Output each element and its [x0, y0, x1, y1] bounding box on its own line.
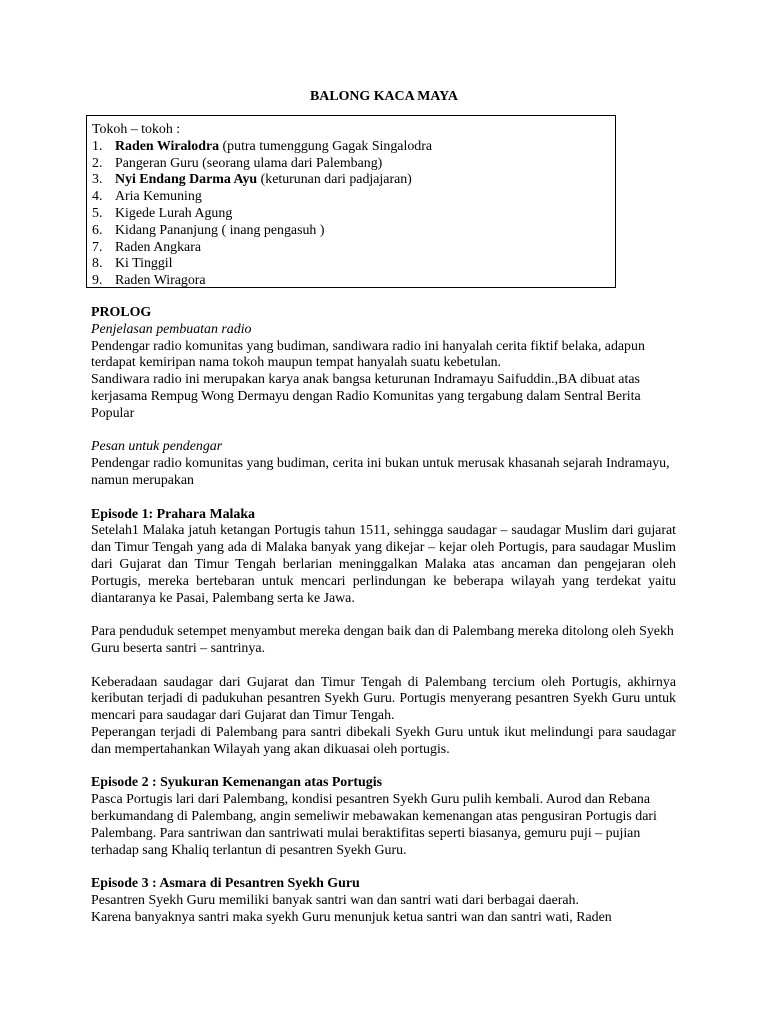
paragraph: Keberadaan saudagar dari Gujarat dan Timur Tengah di Palembang tercium oleh Portugis, akhirnya keributan terjadi di padukuhan pesantren Syekh Guru. Portugis menyerang pesantren Syekh Guru untuk mencari para saudagar dari Gujarat dan Timur Tengah. — [91, 674, 676, 724]
paragraph: Karena banyaknya santri maka syekh Guru menunjuk ketua santri wan dan santri wati, Raden — [91, 909, 612, 925]
cast-item: 2. Pangeran Guru (seorang ulama dari Palembang) — [92, 155, 383, 171]
cast-heading: Tokoh – tokoh : — [92, 122, 181, 137]
cast-item: 8. Ki Tinggil — [92, 256, 173, 272]
paragraph: Para penduduk setempet menyambut mereka dengan baik dan di Palembang mereka ditolong oleh Syekh Guru beserta santri – santrinya. — [91, 624, 674, 656]
episode-heading: Episode 2 : Syukuran Kemenangan atas Portugis — [91, 775, 382, 791]
cast-item: 7. Raden Angkara — [92, 239, 202, 255]
cast-item: 3. Nyi Endang Darma Ayu (keturunan dari padjajaran) — [92, 172, 412, 188]
episode-heading: Episode 1: Prahara Malaka — [91, 506, 255, 522]
cast-name: Nyi Endang Darma Ayu — [115, 172, 258, 188]
cast-item: 4. Aria Kemuning — [92, 189, 202, 205]
prolog-subheading: Pesan untuk pendengar — [91, 439, 223, 455]
paragraph: Sandiwara radio ini merupakan karya anak bangsa keturunan Indramayu Saifuddin.,BA dibuat atas kerjasama Rempug Wong Dermayu dengan Radio Komunitas yang tergabung dalam Sentral Berita Popular — [91, 372, 641, 421]
paragraph: Peperangan terjadi di Palembang para santri dibekali Syekh Guru untuk ikut melindungi para saudagar dan mempertahankan Wilayah yang akan dikuasai oleh portugis. — [91, 724, 676, 757]
episode-heading: Episode 3 : Asmara di Pesantren Syekh Guru — [91, 876, 360, 892]
paragraph: Pesantren Syekh Guru memiliki banyak santri wan dan santri wati dari berbagai daerah. — [91, 892, 579, 908]
prolog-subheading: Penjelasan pembuatan radio — [91, 321, 252, 337]
cast-item: 9. Raden Wiragora — [92, 273, 206, 289]
paragraph: Pasca Portugis lari dari Palembang, kondisi pesantren Syekh Guru pulih kembali. Aurod dan Rebana berkumandang di Palembang, angin semeliwir mebawakan kemenangan atas pengusiran Portugis dari Palembang. Para santriwan dan santriwati mulai beraktifitas seperti biasanya, gemuru puji – pujian terhadap sang Khaliq terlantun di pesantren Syekh Guru. — [91, 792, 657, 858]
cast-item: 5. Kigede Lurah Agung — [92, 205, 233, 221]
cast-item: 1. Raden Wiralodra (putra tumenggung Gagak Singalodra — [92, 138, 433, 154]
prolog-heading: PROLOG — [91, 305, 152, 320]
cast-list-box — [86, 115, 616, 288]
cast-name: Raden Wiralodra — [115, 138, 220, 154]
document-body — [91, 305, 676, 926]
paragraph: Setelah1 Malaka jatuh ketangan Portugis tahun 1511, sehingga saudagar – saudagar Muslim dari gujarat dan Timur Tengah yang ada di Malaka banyak yang dikejar – kejar oleh Portugis, para saudagar Muslim dari Gujarat dan Timur Tengah berlarian meninggalkan Malaka atas ancaman dan pengejaran oleh Portugis, mereka bertebaran untuk mencari perlindungan ke beberapa wilayah yang terdekat yaitu diantaranya ke Pasai, Palembang serta ke Jawa. — [91, 523, 676, 606]
cast-item: 6. Kidang Pananjung ( inang pengasuh ) — [92, 222, 325, 238]
document-title: BALONG KACA MAYA — [310, 89, 458, 104]
paragraph: Pendengar radio komunitas yang budiman, cerita ini bukan untuk merusak khasanah sejarah Indramayu, namun merupakan — [91, 456, 670, 488]
paragraph: Pendengar radio komunitas yang budiman, sandiwara radio ini hanyalah cerita fiktif belaka, adapun terdapat kemiripan nama tokoh maupun tempat hanyalah suatu kebetulan. — [91, 338, 645, 371]
